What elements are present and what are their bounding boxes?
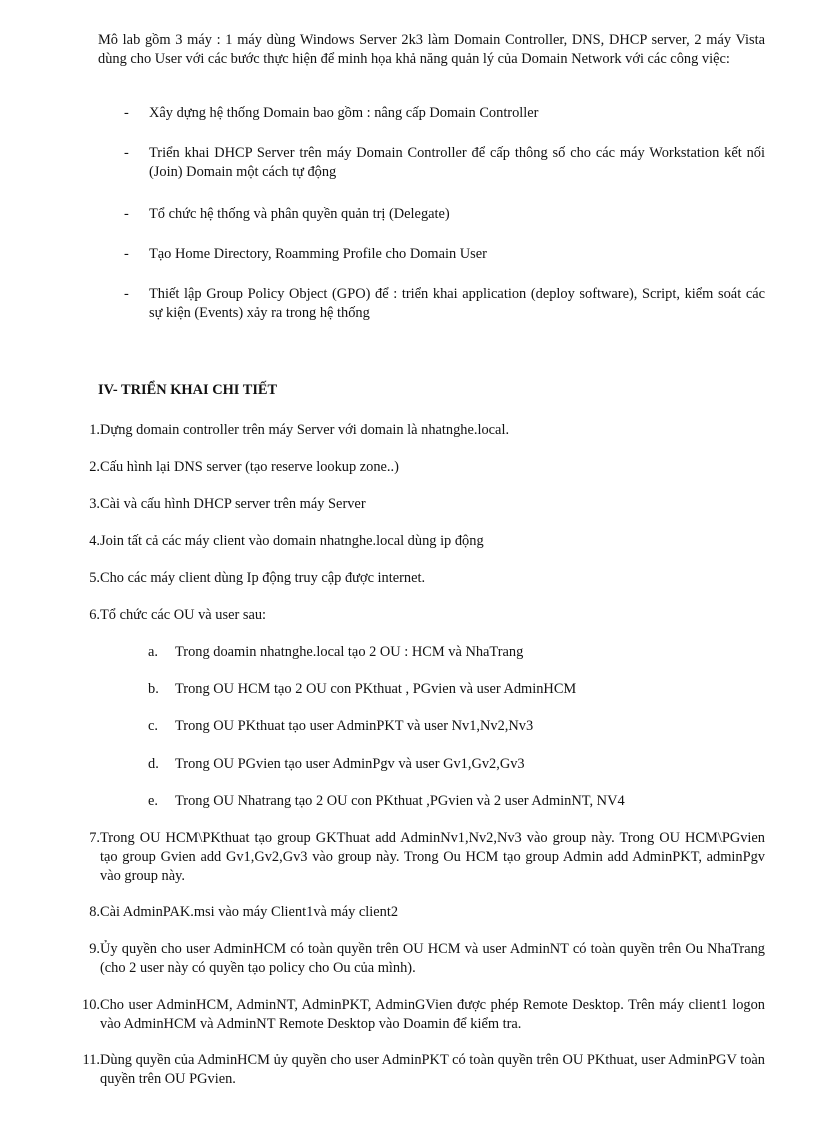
- item-text: Tổ chức các OU và user sau:: [100, 607, 267, 623]
- sub-item-text: Trong OU Nhatrang tạo 2 OU con PKthuat ,PGvien và 2 user AdminNT, NV4: [175, 793, 625, 809]
- item-text: Cho user AdminHCM, AdminNT, AdminPKT, AdminGVien được phép Remote Desktop. Trên máy client1 logon vào AdminHCM và AdminNT Remote Desktop vào Doamin để kiểm tra.: [100, 997, 765, 1032]
- sub-item-letter: e.: [148, 793, 158, 809]
- bullet-text: Thiết lập Group Policy Object (GPO) để : triển khai application (deploy software), Script, kiểm soát các sự kiện (Events) xảy ra trong hệ thống: [149, 286, 765, 321]
- item-text: Cài và cấu hình DHCP server trên máy Server: [100, 496, 366, 512]
- item-number: 4.: [89, 533, 100, 549]
- dash-marker: -: [124, 286, 129, 302]
- dash-marker: -: [124, 246, 129, 262]
- item-number: 5.: [89, 570, 100, 586]
- sub-item-text: Trong OU PKthuat tạo user AdminPKT và user Nv1,Nv2,Nv3: [175, 718, 534, 734]
- item-text: Ủy quyền cho user AdminHCM có toàn quyền trên OU HCM và user AdminNT có toàn quyền trên Ou NhaTrang (cho 2 user này có quyền tạo policy cho Ou của mình).: [100, 941, 765, 976]
- sub-item-letter: d.: [148, 756, 159, 772]
- bullet-text: Triển khai DHCP Server trên máy Domain Controller để cấp thông số cho các máy Workstation kết nối (Join) Domain một cách tự động: [149, 145, 765, 180]
- item-number: 1.: [89, 422, 100, 438]
- item-text: Cấu hình lại DNS server (tạo reserve lookup zone..): [100, 459, 399, 475]
- sub-item-text: Trong OU PGvien tạo user AdminPgv và user Gv1,Gv2,Gv3: [175, 756, 525, 772]
- sub-item-letter: a.: [148, 644, 158, 660]
- item-number: 9.: [89, 941, 100, 957]
- item-text: Cài AdminPAK.msi vào máy Client1và máy client2: [100, 904, 399, 920]
- item-text: Trong OU HCM\PKthuat tạo group GKThuat add AdminNv1,Nv2,Nv3 vào group này. Trong OU HCM\PGvien tạo group Gvien add Gv1,Gv2,Gv3 vào group này. Trong Ou HCM tạo group Admin add AdminPKT, adminPgv vào group này.: [100, 830, 765, 884]
- item-number: 6.: [89, 607, 100, 623]
- item-number: 3.: [89, 496, 100, 512]
- item-text: Dựng domain controller trên máy Server với domain là nhatnghe.local.: [100, 422, 510, 438]
- sub-item-text: Trong OU HCM tạo 2 OU con PKthuat , PGvien và user AdminHCM: [175, 681, 577, 697]
- dash-marker: -: [124, 145, 129, 161]
- sub-item-letter: c.: [148, 718, 158, 734]
- item-number: 8.: [89, 904, 100, 920]
- section-heading: IV- TRIỂN KHAI CHI TIẾT: [98, 382, 278, 398]
- dash-marker: -: [124, 206, 129, 222]
- item-number: 10.: [82, 997, 100, 1013]
- bullet-text: Tạo Home Directory, Roamming Profile cho Domain User: [149, 246, 487, 262]
- item-number: 2.: [89, 459, 100, 475]
- sub-item-text: Trong doamin nhatnghe.local tạo 2 OU : HCM và NhaTrang: [175, 644, 524, 660]
- dash-marker: -: [124, 105, 129, 121]
- intro-paragraph: Mô lab gồm 3 máy : 1 máy dùng Windows Server 2k3 làm Domain Controller, DNS, DHCP server, 2 máy Vista dùng cho User với các bước thực hiện để minh họa khả năng quản lý của Domain Network với các công việc:: [98, 32, 765, 67]
- item-text: Dùng quyền của AdminHCM ủy quyền cho user AdminPKT có toàn quyền trên OU PKthuat, user AdminPGV toàn quyền trên OU PGvien.: [100, 1052, 765, 1087]
- bullet-text: Xây dựng hệ thống Domain bao gồm : nâng cấp Domain Controller: [149, 105, 539, 121]
- sub-item-letter: b.: [148, 681, 159, 697]
- bullet-text: Tổ chức hệ thống và phân quyền quản trị (Delegate): [149, 206, 450, 222]
- item-number: 7.: [89, 830, 100, 846]
- item-number: 11.: [82, 1052, 100, 1068]
- item-text: Cho các máy client dùng Ip động truy cập được internet.: [100, 570, 426, 586]
- item-text: Join tất cả các máy client vào domain nhatnghe.local dùng ip động: [100, 533, 484, 549]
